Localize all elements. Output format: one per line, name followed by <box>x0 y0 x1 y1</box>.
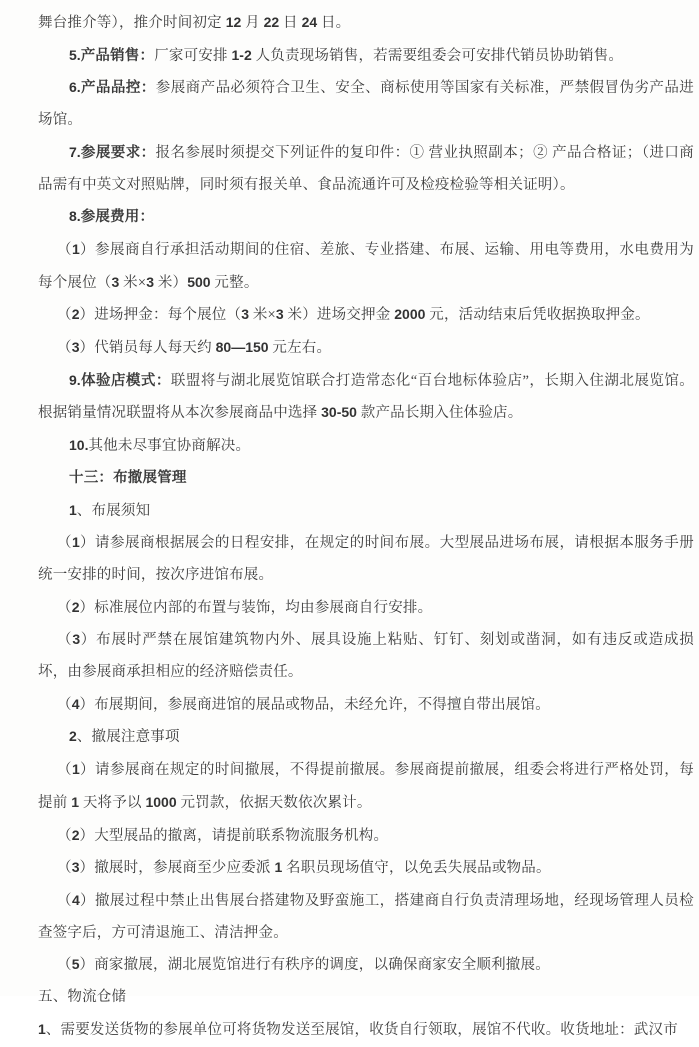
paragraph <box>38 820 694 853</box>
numeric-text: 3 <box>71 859 80 876</box>
numeric-text: 2 <box>71 826 80 843</box>
paragraph-text: （2）标准展位内部的布置与装饰，均由参展商自行安排。 <box>57 598 433 616</box>
numeric-text: 500 <box>187 273 211 290</box>
paragraph <box>38 592 694 625</box>
paragraph-text: （1）请参展商根据展会的日程安排，在规定的时间布展。大型展品进场布展，请根据本服务手册统一安排的时间，按次序进馆布展。 <box>38 534 694 583</box>
paragraph-text: （2）大型展品的撤离，请提前联系物流服务机构。 <box>57 826 389 844</box>
paragraph-text: （2）进场押金：每个展位（3 米×3 米）进场交押金 2000 元，活动结束后凭收据换取押金。 <box>57 306 650 324</box>
paragraph <box>38 689 694 722</box>
numeric-text: 3 <box>72 631 81 648</box>
paragraph <box>38 7 694 40</box>
numeric-text: 9. <box>69 371 81 388</box>
paragraph <box>38 982 694 1014</box>
paragraph <box>38 234 694 299</box>
numeric-text: 80—150 <box>215 339 269 356</box>
paragraph-text: 报名参展时须提交下列证件的复印件：① 营业执照副本；② 产品合格证；（进口商品需有中英文对照贴牌，同时须有报关单、食品流通许可及检疫检验等相关证明）。 <box>38 144 695 193</box>
paragraph <box>38 72 694 136</box>
paragraph-text: （4）撤展过程中禁止出售展台搭建物及野蛮施工，搭建商自行负责清理场地，经现场管理人员检查签字后，方可清退施工、清洁押金。 <box>38 891 694 941</box>
paragraph-text: （1）参展商自行承担活动期间的住宿、差旅、专业搭建、布展、运输、用电等费用，水电费用为每个展位（3 米×3 米）500 元整。 <box>38 240 694 291</box>
paragraph <box>38 137 694 201</box>
paragraph-text: （4）布展期间，参展商进馆的展品或物品，未经允许，不得擅自带出展馆。 <box>57 695 550 713</box>
paragraph <box>38 1014 694 1047</box>
numeric-text: 1 <box>69 501 77 518</box>
paragraph-text: （3）布展时严禁在展馆建筑物内外、展具设施上粘贴、钉钉、刻划或凿洞，如有违反或造成损坏，由参展商承担相应的经济赔偿责任。 <box>38 631 695 681</box>
numeric-text: 3 <box>146 273 154 290</box>
numeric-text: 24 <box>301 14 318 30</box>
paragraph-label: 6.产品品控： <box>69 79 156 97</box>
paragraph <box>38 463 694 495</box>
paragraph <box>38 495 694 528</box>
paragraph <box>38 949 694 982</box>
numeric-text: 4 <box>71 695 80 712</box>
numeric-text: 1 <box>71 240 80 257</box>
paragraph <box>38 201 694 234</box>
numeric-text: 3 <box>241 306 249 323</box>
numeric-text: 5. <box>69 46 81 63</box>
numeric-text: 3 <box>71 339 80 356</box>
paragraph-label: 十三：布撤展管理 <box>69 469 187 486</box>
numeric-text: 1 <box>274 859 283 876</box>
paragraph <box>38 430 694 463</box>
paragraph-label: 9.体验店模式： <box>69 371 171 389</box>
numeric-text: 1000 <box>145 793 177 810</box>
numeric-text: 1 <box>38 1020 46 1037</box>
paragraph <box>38 885 694 949</box>
paragraph <box>38 40 694 73</box>
numeric-text: 2 <box>69 728 77 745</box>
paragraph <box>38 624 694 688</box>
numeric-text: 3 <box>275 306 284 323</box>
numeric-text: 2000 <box>394 306 426 323</box>
paragraph-text: 其他未尽事宜协商解决。 <box>88 438 251 455</box>
numeric-text: 2 <box>71 306 80 323</box>
numeric-text: 1 <box>71 793 80 810</box>
paragraph-label: 7.参展要求： <box>69 143 156 161</box>
numeric-text: 7. <box>69 143 81 160</box>
paragraph-text: 舞台推介等），推介时间初定 12 月 22 日 24 日。 <box>38 14 351 31</box>
numeric-text: 1 <box>71 761 80 778</box>
paragraph-text: （1）请参展商在规定的时间撤展，不得提前撤展。参展商提前撤展，组委会将进行严格处罚，每提前 1 天将予以 1000 元罚款，依据天数依次累计。 <box>38 761 694 811</box>
paragraph-text: （3）代销员每人每天约 80—150 元左右。 <box>57 339 332 357</box>
paragraph <box>38 852 694 885</box>
paragraph <box>38 332 694 365</box>
paragraph <box>38 527 694 591</box>
numeric-text: 6. <box>69 79 81 96</box>
numeric-text: 2 <box>71 598 80 615</box>
paragraph-text: 参展商产品必须符合卫生、安全、商标使用等国家有关标准，严禁假冒伪劣产品进场馆。 <box>38 80 695 129</box>
numeric-text: 3 <box>111 273 120 290</box>
paragraph-label: 8.参展费用： <box>69 208 155 226</box>
paragraph-label <box>69 438 88 454</box>
numeric-text: 1-2 <box>231 46 252 63</box>
numeric-text: 30-50 <box>321 404 357 421</box>
numeric-text: 10. <box>69 437 89 454</box>
paragraph-text: 厂家可安排 1-2 人负责现场销售，若需要组委会可安排代销员协助销售。 <box>154 46 624 64</box>
paragraph <box>38 299 694 332</box>
paragraph <box>38 721 694 754</box>
paragraph <box>38 365 694 430</box>
paragraph-label: 5.产品销售： <box>69 46 155 64</box>
paragraph <box>38 754 694 819</box>
paragraph-text: 五、物流仓储 <box>38 989 127 1006</box>
paragraph-text: （3）撤展时，参展商至少应委派 1 名职员现场值守，以免丢失展品或物品。 <box>57 859 551 877</box>
numeric-text: 4 <box>71 891 80 908</box>
numeric-text: 8. <box>69 208 81 225</box>
paragraph-text: 联盟将与湖北展览馆联合打造常态化“百台地标体验店”，长期入住湖北展览馆。根据销量情况联盟将从本次参展商品中选择 30-50 款产品长期入住体验店。 <box>38 372 695 422</box>
paragraph-text: 1、布展须知 <box>69 501 151 519</box>
numeric-text: 5 <box>71 956 80 973</box>
paragraph-text: 2、撤展注意事项 <box>69 728 180 746</box>
numeric-text: 12 <box>225 14 242 30</box>
document-body <box>38 7 694 1047</box>
numeric-text: 22 <box>263 14 280 30</box>
paragraph-text: （5）商家撤展，湖北展览馆进行有秩序的调度，以确保商家安全顺利撤展。 <box>57 956 550 974</box>
paragraph-text: 1、需要发送货物的参展单位可将货物发送至展馆，收货自行领取，展馆不代收。收货地址：武汉市 <box>38 1020 678 1038</box>
numeric-text: 1 <box>71 534 80 551</box>
